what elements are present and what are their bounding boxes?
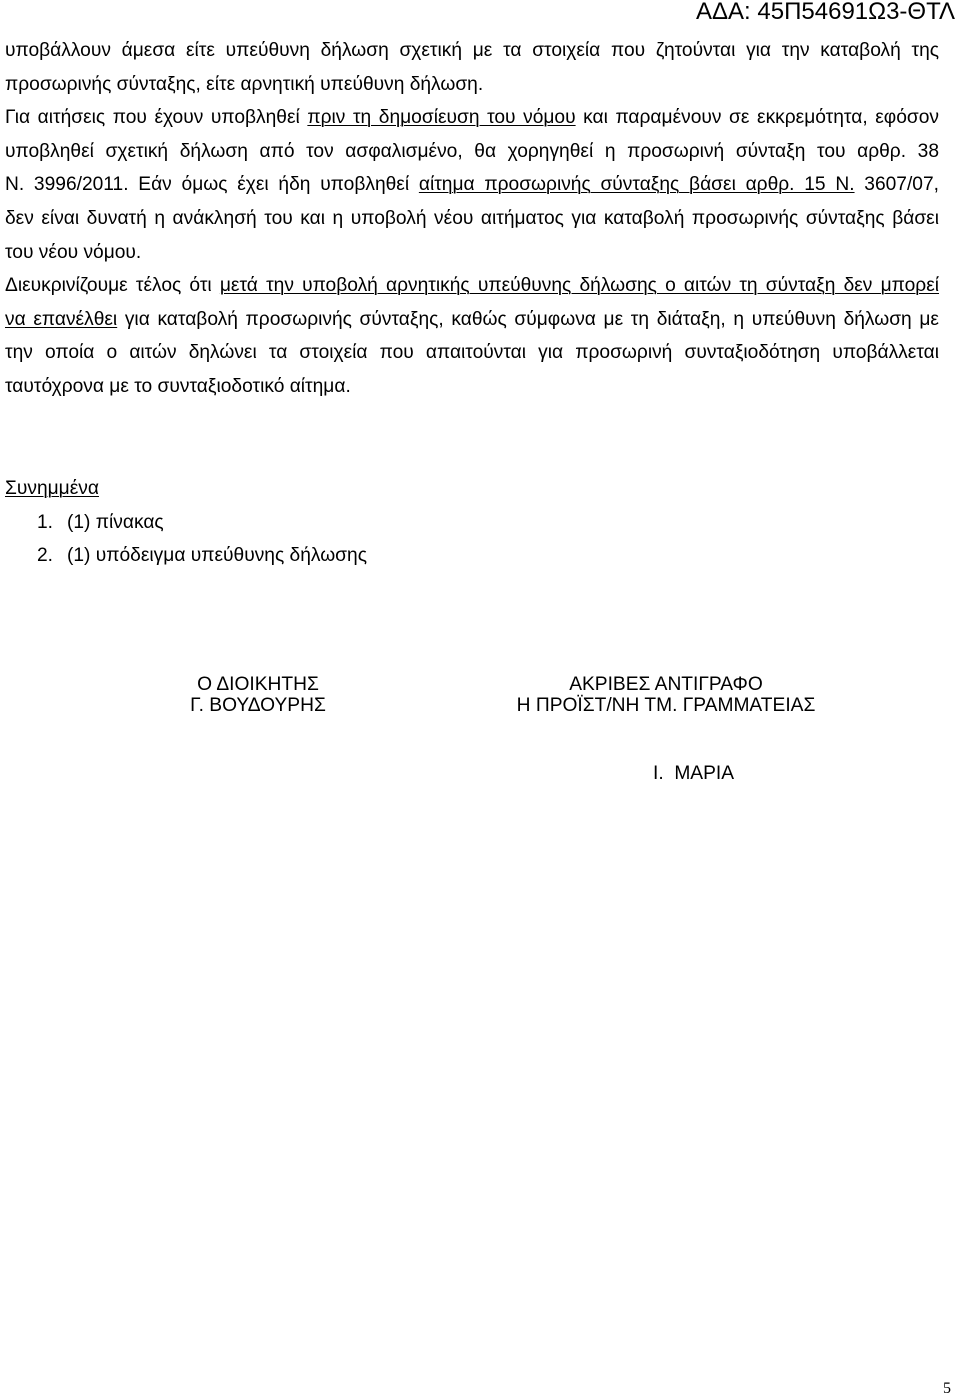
attachments-section (5, 472, 605, 573)
paragraph-2 (5, 101, 939, 269)
attachment-number: 1. (37, 511, 54, 533)
attachments-heading-row (5, 472, 605, 506)
text-line (5, 202, 939, 236)
paragraph-1 (5, 34, 939, 101)
text-line (5, 135, 939, 169)
text-segment: για καταβολή προσωρινής σύνταξης, καθώς σύμφωνα με τη διάταξη, η υπεύθυνη δήλωση με (117, 308, 939, 330)
attachment-item (5, 506, 605, 540)
signature-right-name: Ι. ΜΑΡΙΑ (653, 763, 735, 784)
signature-left (128, 674, 388, 716)
underlined-segment: πριν τη δημοσίευση του νόμου (307, 107, 576, 129)
text-line (5, 68, 939, 102)
text-segment: και παραμένουν σε εκκρεμότητα, εφόσον (575, 107, 940, 129)
attachment-number: 2. (37, 545, 54, 567)
text-segment: ταυτόχρονα με το συνταξιοδοτικό αίτημα. (5, 375, 351, 397)
text-line (5, 101, 939, 135)
text-segment: Ν. 3996/2011. Εάν όμως έχει ήδη υποβληθεί (5, 174, 419, 196)
text-line (5, 168, 939, 202)
text-line (5, 269, 939, 303)
attachment-item (5, 539, 605, 573)
text-line (5, 236, 939, 270)
letter-body (5, 34, 939, 404)
signature-right (496, 674, 836, 716)
text-line (5, 34, 939, 68)
text-segment: δεν είναι δυνατή η ανάκλησή του και η υποβολή νέου αιτήματος για καταβολή προσωρινής σύνταξης βάσει (5, 207, 939, 229)
text-line (5, 370, 939, 404)
text-line (5, 303, 939, 337)
text-segment: υποβάλλουν άμεσα είτε υπεύθυνη δήλωση σχετική με τα στοιχεία που ζητούνται για την καταβολή της (5, 40, 939, 61)
underlined-segment: αίτημα προσωρινής σύνταξης βάσει αρθρ. 15 Ν. (418, 174, 855, 196)
page-number: 5 (943, 1380, 951, 1397)
text-segment: 3607/07, (854, 174, 939, 196)
underlined-segment: μετά την υποβολή αρνητικής υπεύθυνης δήλωσης ο αιτών τη σύνταξη δεν μπορεί (219, 275, 940, 297)
text-segment: υποβληθεί σχετική δήλωση από τον ασφαλισμένο, θα χορηγηθεί η προσωρινή σύνταξη του αρθρ. 38 (5, 140, 939, 162)
signature-left-title: Ο ΔΙΟΙΚΗΤΗΣ (197, 674, 319, 695)
attachments-heading: Συνημμένα (5, 478, 99, 499)
attachment-text: (1) υπόδειγμα υπεύθυνης δήλωσης (67, 545, 367, 567)
underlined-segment: να επανέλθει (5, 308, 118, 330)
text-segment: Διευκρινίζουμε τέλος ότι (5, 275, 220, 297)
text-segment: προσωρινής σύνταξης, είτε αρνητική υπεύθυνη δήλωση. (5, 73, 484, 95)
attachment-text: (1) πίνακας (67, 511, 164, 533)
ada-code: ΑΔΑ: 45Π54691Ω3-ΘΤΛ (695, 0, 955, 25)
signature-left-name: Γ. ΒΟΥΔΟΥΡΗΣ (190, 695, 326, 716)
paragraph-3 (5, 269, 939, 403)
text-line (5, 336, 939, 370)
text-segment: του νέου νόμου. (5, 241, 142, 263)
text-segment: Για αιτήσεις που έχουν υποβληθεί (5, 107, 308, 129)
signature-right-title: ΑΚΡΙΒΕΣ ΑΝΤΙΓΡΑΦΟ (569, 674, 763, 695)
signature-right-role: Η ΠΡΟΪΣΤ/ΝΗ ΤΜ. ΓΡΑΜΜΑΤΕΙΑΣ (516, 695, 816, 716)
text-segment: την οποία ο αιτών δηλώνει τα στοιχεία που απαιτούνται για προσωρινή συνταξιοδότηση υποβάλλεται (5, 342, 939, 364)
